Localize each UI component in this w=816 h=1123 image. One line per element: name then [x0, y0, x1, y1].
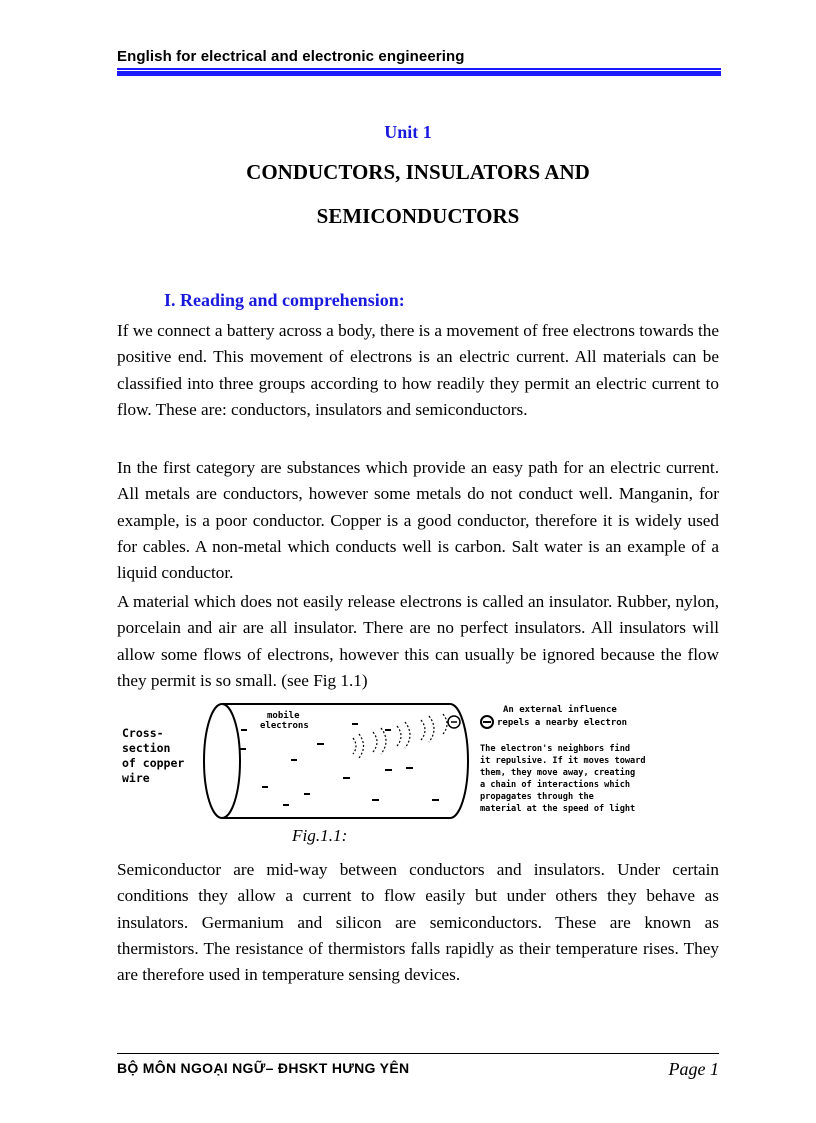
unit-title-line-1: CONDUCTORS, INSULATORS AND [246, 160, 590, 184]
paragraph-intro: If we connect a battery across a body, there is a movement of free electrons towards the positive end. This movement of electrons is an electric current. All materials can be classified into three groups according to how readily they permit an electric current to flow. These are: conductors, insulators and semiconductors. [117, 321, 719, 419]
footer-department: BỘ MÔN NGOẠI NGỮ– ĐHSKT HƯNG YÊN [117, 1060, 410, 1076]
header-rule-thin [117, 68, 721, 70]
mobile-electrons-label [260, 710, 309, 731]
neighbors-text [480, 743, 647, 814]
cross-section-line-4: wire [122, 771, 150, 785]
neighbors-line-6: material at the speed of light [480, 804, 636, 814]
paragraph-semiconductors: Semiconductor are mid-way between conductors and insulators. Under certain conditions they allow a current to flow easily but under others they behave as insulators. Germanium and silicon are semiconductors. These are known as thermistors. The resistance of thermistors falls rapidly as their temperature rises. They are therefore used in temperature sensing devices. [117, 860, 719, 985]
external-influence-symbol [448, 716, 460, 728]
neighbors-line-3: them, they move away, creating [480, 768, 636, 778]
copper-wire-cylinder [204, 704, 468, 818]
neighbors-line-2: it repulsive. If it moves toward [480, 756, 646, 766]
copper-wire-figure [117, 700, 647, 824]
unit-title-line-2: SEMICONDUCTORS [316, 204, 520, 228]
unit-label: Unit 1 [384, 122, 432, 142]
paragraph-conductors: In the first category are substances which provide an easy path for an electric current. All metals are conductors, however some metals do not conduct well. Manganin, for example, is a poor conductor. Copper is a good conductor, therefore it is widely used for cables. A non-metal which conducts well is carbon. Salt water is an example of a liquid conductor. [117, 458, 719, 583]
section-heading: I. Reading and comprehension: [164, 290, 405, 310]
neighbors-line-4: a chain of interactions which [480, 780, 631, 790]
external-line-2: repels a nearby electron [497, 718, 628, 728]
mobile-label-line-2: electrons [260, 721, 309, 731]
running-header: English for electrical and electronic engineering [117, 48, 465, 65]
header-rule-thick [117, 71, 721, 76]
mobile-label-line-1: mobile [267, 711, 300, 721]
paragraph-insulators: A material which does not easily release electrons is called an insulator. Rubber, nylon, porcelain and air are all insulator. There are no perfect insulators. All insulators will allow some flows of electrons, however this can usually be ignored because the flow they permit is so small. (see Fig 1.1) [117, 592, 719, 690]
interaction-waves [353, 714, 447, 758]
figure-caption: Fig.1.1: [292, 826, 348, 845]
footer-rule [117, 1053, 719, 1054]
electrons [240, 724, 439, 805]
external-line-1: An external influence [503, 705, 617, 715]
cross-section-line-3: of copper [122, 756, 185, 770]
neighbors-line-5: propagates through the [480, 792, 594, 802]
neighbors-line-1: The electron's neighbors find [480, 744, 631, 754]
minus-charge-icon [481, 716, 493, 728]
page-number: Page 1 [668, 1059, 719, 1079]
external-influence-text [497, 704, 627, 728]
cross-section-line-2: section [122, 741, 171, 755]
figure-cross-section-label [122, 726, 191, 785]
cross-section-line-1: Cross- [122, 726, 164, 740]
